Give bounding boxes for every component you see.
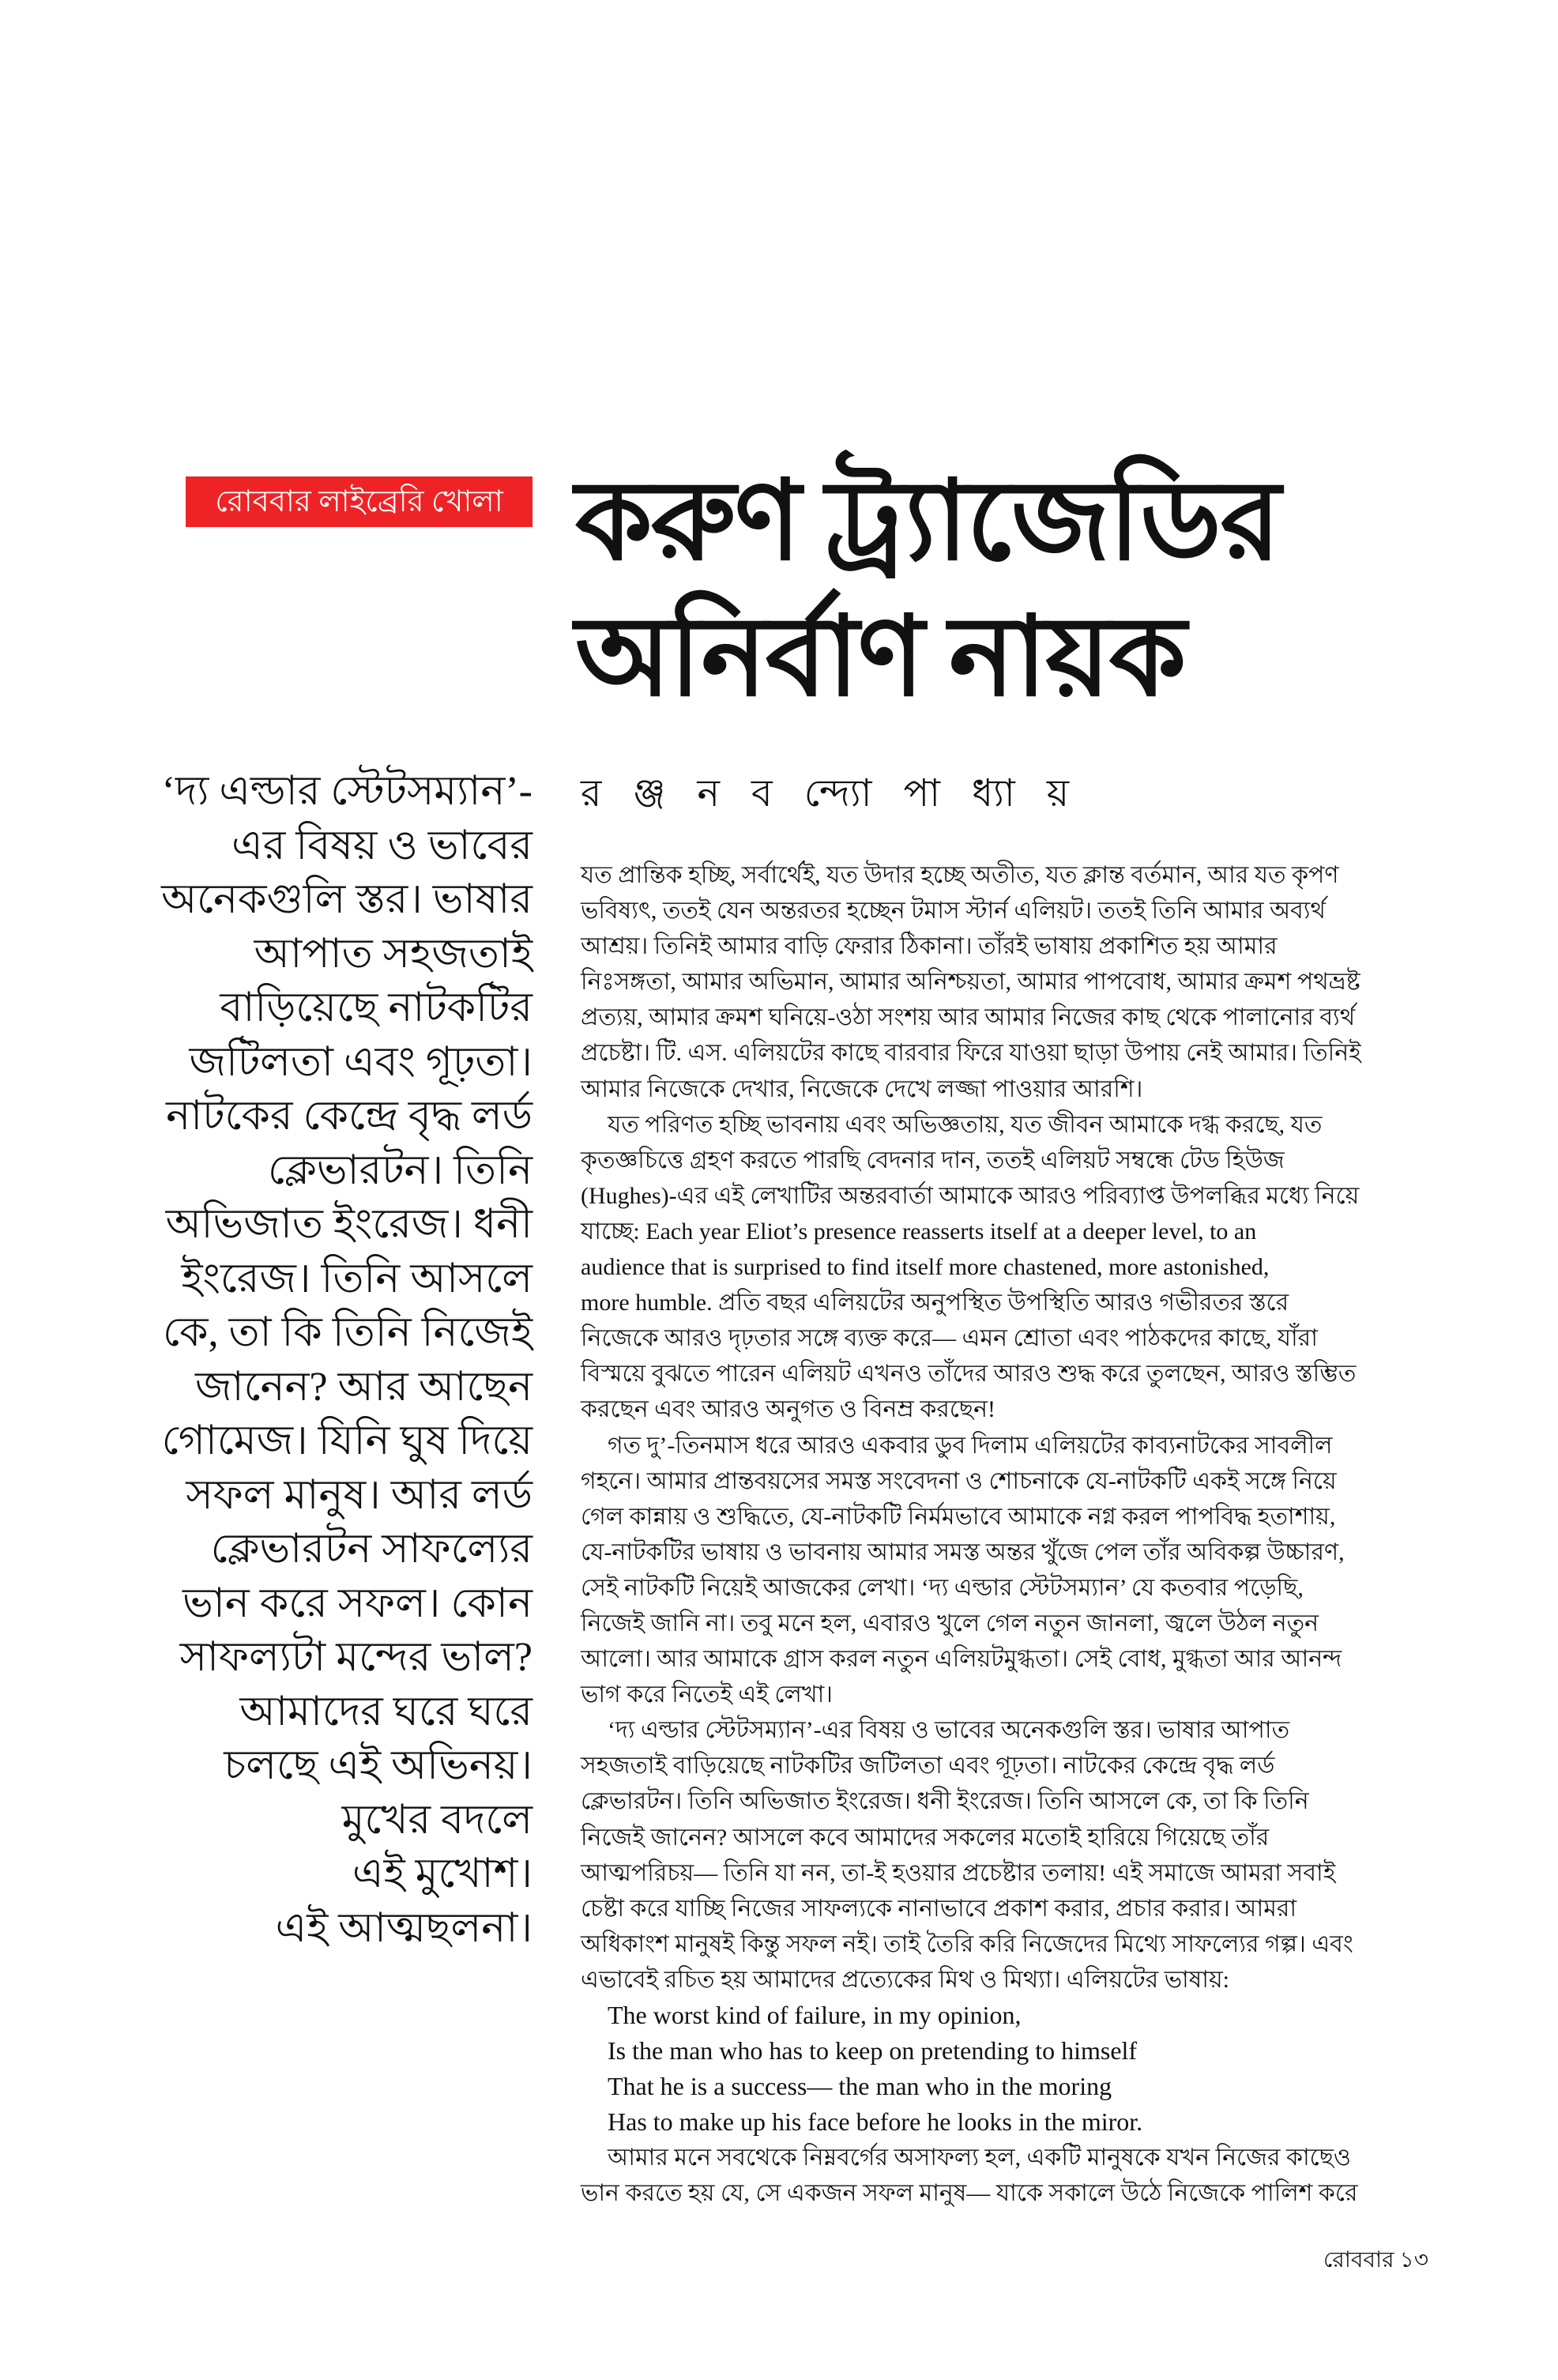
text-line: প্রচেষ্টা। টি. এস. এলিয়টের কাছে বারবার ফিরে যাওয়া ছাড়া উপায় নেই আমার। তিনিই [581,1040,1361,1067]
paragraph [581,1107,1426,1428]
text-line: অধিকাংশ মানুষই কিন্তু সফল নই। তাই তৈরি করি নিজেদের মিথ্যে সাফল্যের গল্প। এবং [581,1930,1353,1957]
paragraph [581,1428,1426,1713]
section-tag: রোববার লাইব্রেরি খোলা [186,476,533,527]
text-line: যত প্রান্তিক হচ্ছি, সর্বার্থেই, যত উদার হচ্ছে অতীত, যত ক্লান্ত বর্তমান, আর যত কৃপণ [581,862,1339,888]
pull-quote-line: ইংরেজ। তিনি আসলে [181,1256,533,1301]
pull-quote-line: ভান করে সফল। কোন [182,1580,533,1626]
pull-quote-line: সফল মানুষ। আর লর্ড [186,1472,533,1518]
pull-quote-line: গোমেজ। যিনি ঘুষ দিয়ে [161,1418,533,1463]
text-line: (Hughes)-এর এই লেখাটির অন্তরবার্তা আমাকে আরও পরিব্যাপ্ত উপলব্ধির মধ্যে নিয়ে [581,1182,1360,1209]
text-line: গহনে। আমার প্রান্তবয়সের সমস্ত সংবেদনা ও শোচনাকে যে-নাটকটি একই সঙ্গে নিয়ে [581,1467,1337,1494]
text-line: more humble. প্রতি বছর এলিয়টের অনুপস্থিত উপস্থিতি আরও গভীরতর স্তরে [581,1290,1289,1316]
text-line: কৃতজ্ঞচিত্তে গ্রহণ করতে পারছি বেদনার দান, ততই এলিয়ট সম্বন্ধে টেড হিউজ [581,1147,1285,1173]
pull-quote-line: চলছে এই অভিনয়। [224,1743,533,1788]
text-line: আশ্রয়। তিনিই আমার বাড়ি ফেরার ঠিকানা। তাঁরই ভাষায় প্রকাশিত হয় আমার [581,933,1278,960]
text-line: ভবিষ্যৎ, ততই যেন অন্তরতর হচ্ছেন টমাস স্টার্ন এলিয়ট। ততই তিনি আমার অব্যর্থ [581,898,1326,925]
article-body [581,857,1426,2212]
pull-quote-line: আপাত সহজতাই [254,931,533,977]
text-line: করছেন এবং আরও অনুগত ও বিনম্র করছেন! [581,1396,995,1423]
text-line: যাচ্ছে: Each year Eliot’s presence reasserts itself at a deeper level, to an [581,1218,1257,1245]
text-line: ভান করতে হয় যে, সে একজন সফল মানুষ— যাকে সকালে উঠে নিজেকে পালিশ করে [581,2180,1358,2207]
text-line: আমার মনে সবথেকে নিম্নবর্গের অসাফল্য হল, একটি মানুষকে যখন নিজের কাছেও [608,2145,1351,2171]
pull-quote-line: ক্লেভারটন সাফল্যের [210,1527,533,1572]
pull-quote-line: অভিজাত ইংরেজ। ধনী [165,1202,533,1247]
headline-line-2: অনির্বাণ নায়ক [575,597,1185,719]
page-folio: রোববার ১৩ [1323,2248,1428,2273]
text-line: যে-নাটকটির ভাষায় ও ভাবনায় আমার সমস্ত অন্তর খুঁজে পেল তাঁর অবিকল্প উচ্চারণ, [581,1538,1345,1565]
text-line: Has to make up his face before he looks in the miror. [608,2107,1143,2137]
text-line: নিজেই জানেন? আসলে কবে আমাদের সকলের মতোই হারিয়ে গিয়েছে তাঁর [581,1824,1270,1851]
text-line: গেল কান্নায় ও শুদ্ধিতে, যে-নাটকটি নির্মমভাবে আমাকে নগ্ন করল পাপবিদ্ধ হতাশায়, [581,1503,1336,1530]
pull-quote-line: ক্লেভারটন। তিনি [267,1147,533,1193]
pull-quote [58,765,533,1956]
text-line: চেষ্টা করে যাচ্ছি নিজের সাফল্যকে নানাভাবে প্রকাশ করার, প্রচার করার। আমরা [581,1895,1297,1922]
text-line: নিঃসঙ্গতা, আমার অভিমান, আমার অনিশ্চয়তা, আমার পাপবোধ, আমার ক্রমশ পথভ্রষ্ট [581,969,1360,996]
text-line: ‘দ্য এল্ডার স্টেটসম্যান’-এর বিষয় ও ভাবের অনেকগুলি স্তর। ভাষার আপাত [608,1717,1290,1744]
text-line: সহজতাই বাড়িয়েছে নাটকটির জটিলতা এবং গূঢ়তা। নাটকের কেন্দ্রে বৃদ্ধ লর্ড [581,1753,1275,1779]
text-line: নিজেই জানি না। তবু মনে হল, এবারও খুলে গেল নতুন জানলা, জ্বলে উঠল নতুন [581,1610,1319,1636]
pull-quote-line: মুখের বদলে [341,1797,533,1843]
text-line: যত পরিণত হচ্ছি ভাবনায় এবং অভিজ্ঞতায়, যত জীবন আমাকে দগ্ধ করছে, যত [608,1111,1323,1138]
text-line: The worst kind of failure, in my opinion, [608,2001,1022,2029]
text-line: ভাগ করে নিতেই এই লেখা। [581,1681,833,1708]
text-line: audience that is surprised to find itself more chastened, more astonished, [581,1254,1270,1281]
poem-quote [581,1998,1426,2140]
pull-quote-line: জটিলতা এবং গূঢ়তা। [189,1039,533,1085]
text-line: সেই নাটকটি নিয়েই আজকের লেখা। ‘দ্য এল্ডার স্টেটসম্যান’ যে কতবার পড়েছি, [581,1574,1304,1601]
pull-quote-line: নাটকের কেন্দ্রে বৃদ্ধ লর্ড [166,1094,533,1139]
pull-quote-line: বাড়িয়েছে নাটকটির [220,985,533,1030]
text-line: নিজেকে আরও দৃঢ়তার সঙ্গে ব্যক্ত করে— এমন শ্রোতা এবং পাঠকদের কাছে, যাঁরা [581,1325,1318,1352]
headline-line-1: করুণ ট্র্যাজেডির [575,461,1280,583]
text-line: Is the man who has to keep on pretending to himself [608,2036,1138,2066]
text-line: গত দু’-তিনমাস ধরে আরও একবার ডুব দিলাম এলিয়টের কাব্যনাটকের সাবলীল [608,1432,1333,1459]
pull-quote-line: এই আত্মছলনা। [275,1905,533,1951]
text-line: ক্লেভারটন। তিনি অভিজাত ইংরেজ। ধনী ইংরেজ। তিনি আসলে কে, তা কি তিনি [581,1788,1309,1815]
pull-quote-line: এই মুখোশ। [352,1851,533,1896]
paragraph [581,857,1426,1107]
paragraph [581,1712,1426,1998]
text-line: প্রত্যয়, আমার ক্রমশ ঘনিয়ে-ওঠা সংশয় আর আমার নিজের কাছ থেকে পালানোর ব্যর্থ [581,1004,1356,1031]
pull-quote-line: কে, তা কি তিনি নিজেই [162,1310,533,1355]
pull-quote-line: আমাদের ঘরে ঘরে [239,1689,533,1734]
pull-quote-line: ‘দ্য এল্ডার স্টেটসম্যান’- [161,769,533,814]
text-line: আলো। আর আমাকে গ্রাস করল নতুন এলিয়টমুগ্ধতা। সেই বোধ, মুগ্ধতা আর আনন্দ [581,1646,1342,1673]
pull-quote-line: জানেন? আর আছেন [194,1364,533,1410]
pull-quote-line: এর বিষয় ও ভাবের [231,823,533,868]
byline: র ঞ্জ ন ব ন্দ্যো পা ধ্যা য় [581,773,1081,815]
text-line: এভাবেই রচিত হয় আমাদের প্রত্যেকের মিথ ও মিথ্যা। এলিয়টের ভাষায়: [581,1966,1229,1993]
text-line: That he is a success— the man who in the moring [608,2072,1112,2101]
text-line: বিস্ময়ে বুঝতে পারেন এলিয়ট এখনও তাঁদের আরও শুদ্ধ করে তুলছেন, আরও স্তম্ভিত [581,1361,1357,1388]
text-line: আত্মপরিচয়— তিনি যা নন, তা-ই হওয়ার প্রচেষ্টার তলায়! এই সমাজে আমরা সবাই [581,1859,1336,1886]
paragraph [581,2140,1426,2211]
text-line: আমার নিজেকে দেখার, নিজেকে দেখে লজ্জা পাওয়ার আরশি। [581,1075,1143,1102]
pull-quote-line: অনেকগুলি স্তর। ভাষার [161,877,533,922]
headline [575,454,1279,726]
pull-quote-line: সাফল্যটা মন্দের ভাল? [179,1635,533,1680]
